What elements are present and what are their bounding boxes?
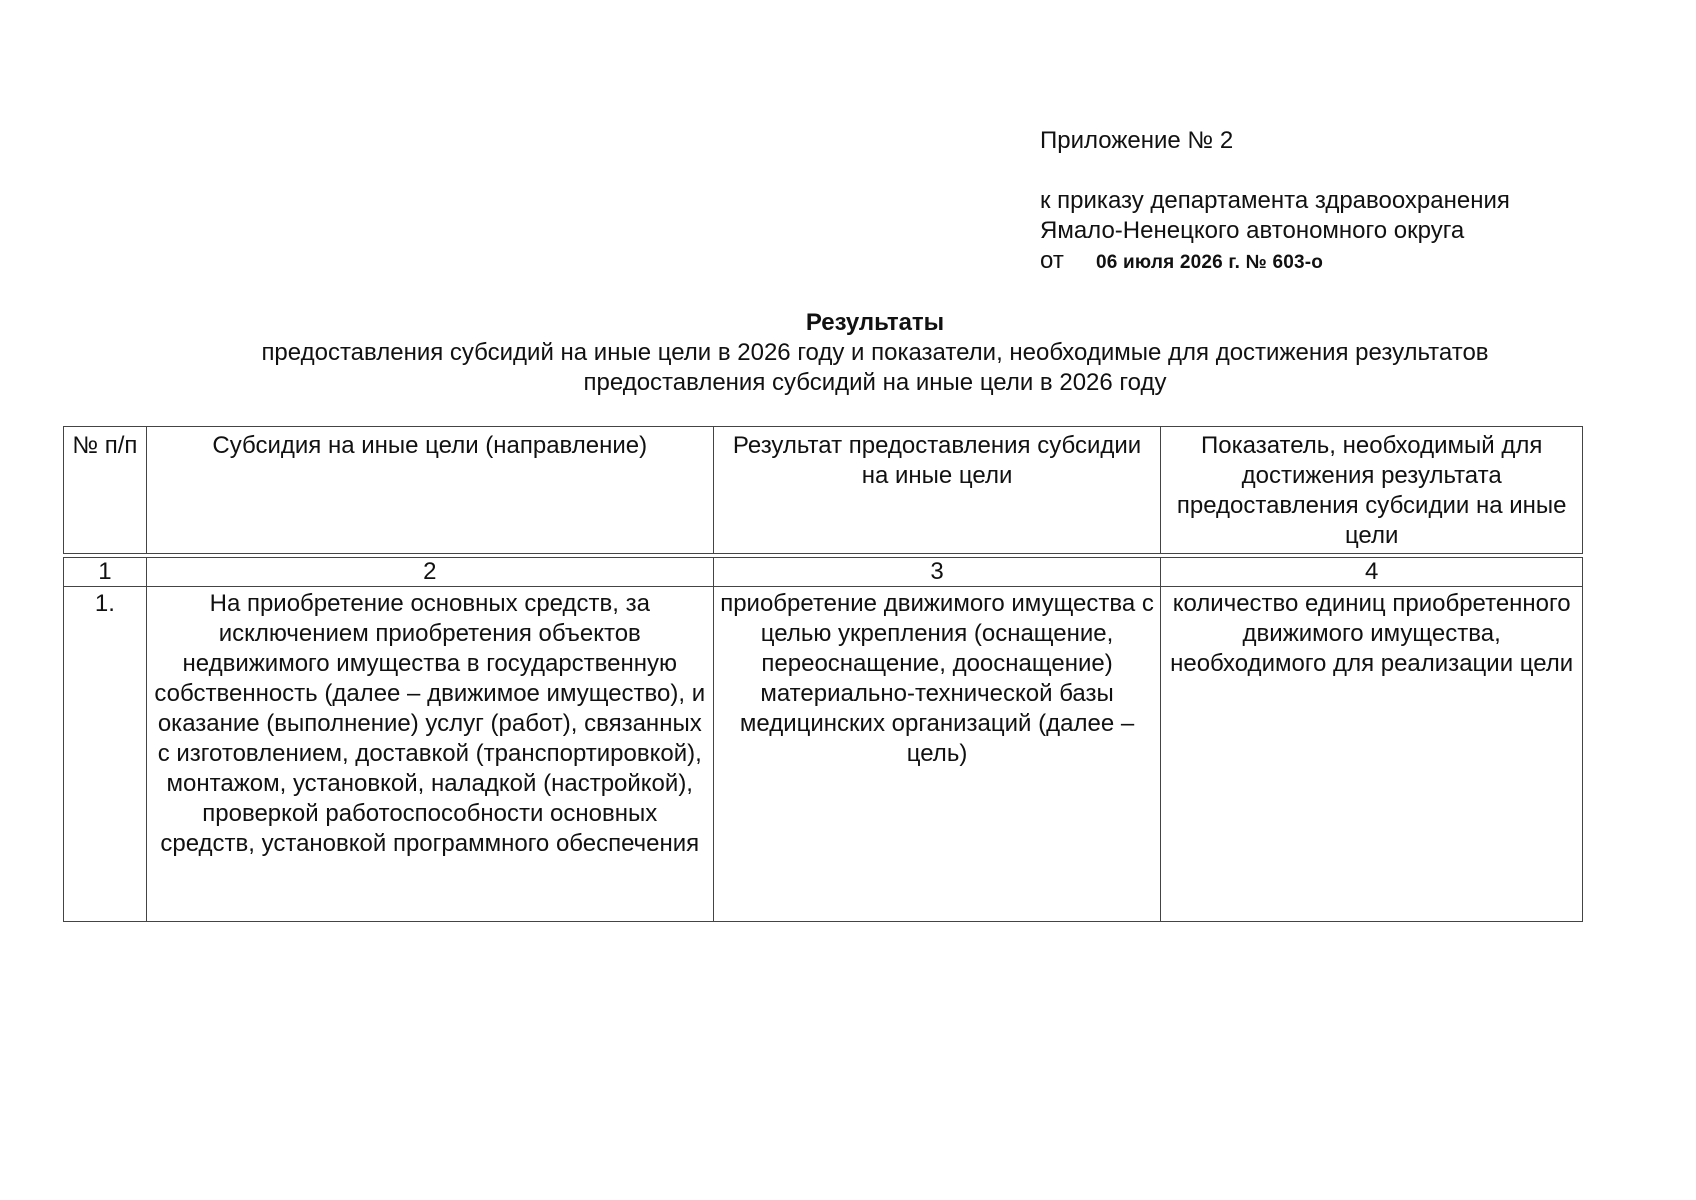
column-number-2: 2 (146, 558, 713, 587)
column-number-4: 4 (1161, 558, 1583, 587)
appendix-block (1040, 126, 1510, 278)
document-subtitle-line-1: предоставления субсидий на иные цели в 2026 году и показатели, необходимые для достижения результатов (261, 339, 1489, 366)
appendix-order-line: к приказу департамента здравоохранения (1040, 187, 1510, 214)
row-result-cell: приобретение движимого имущества с целью укрепления (оснащение, переоснащение, дооснащение) материально-технической базы медицинских организаций (далее – цель) (713, 587, 1161, 922)
document-title: Результаты (805, 309, 945, 336)
header-indicator: Показатель, необходимый для достижения результата предоставления субсидии на иные цели (1161, 427, 1583, 554)
results-table (63, 426, 1583, 922)
row-subsidy-cell: На приобретение основных средств, за исключением приобретения объектов недвижимого имущества в государственную собственность (далее – движимое имущество), и оказание (выполнение) услуг (работ), связанных с изготовлением, доставкой (транспортировкой), монтажом, установкой, наладкой (настройкой), проверкой работоспособности основных средств, установкой программного обеспечения (146, 587, 713, 922)
document-heading (0, 308, 1696, 398)
appendix-date-value: 06 июля 2026 г. № 603-о (1096, 252, 1324, 273)
row-number-cell: 1. (64, 587, 147, 922)
appendix-title: Приложение № 2 (1040, 127, 1234, 154)
header-result: Результат предоставления субсидии на иные цели (713, 427, 1161, 554)
table-row (64, 587, 1583, 922)
header-subsidy: Субсидия на иные цели (направление) (146, 427, 713, 554)
appendix-date-line (1040, 246, 1510, 278)
header-number: № п/п (64, 427, 147, 554)
table-header-row (64, 427, 1583, 554)
document-subtitle-line-2: предоставления субсидий на иные цели в 2026 году (583, 369, 1167, 396)
column-numbers-row (64, 558, 1583, 587)
appendix-date-prefix: от (1040, 247, 1064, 274)
row-indicator-cell: количество единиц приобретенного движимого имущества, необходимого для реализации цели (1161, 587, 1583, 922)
column-number-1: 1 (64, 558, 147, 587)
column-number-3: 3 (713, 558, 1161, 587)
appendix-region-line: Ямало-Ненецкого автономного округа (1040, 217, 1465, 244)
